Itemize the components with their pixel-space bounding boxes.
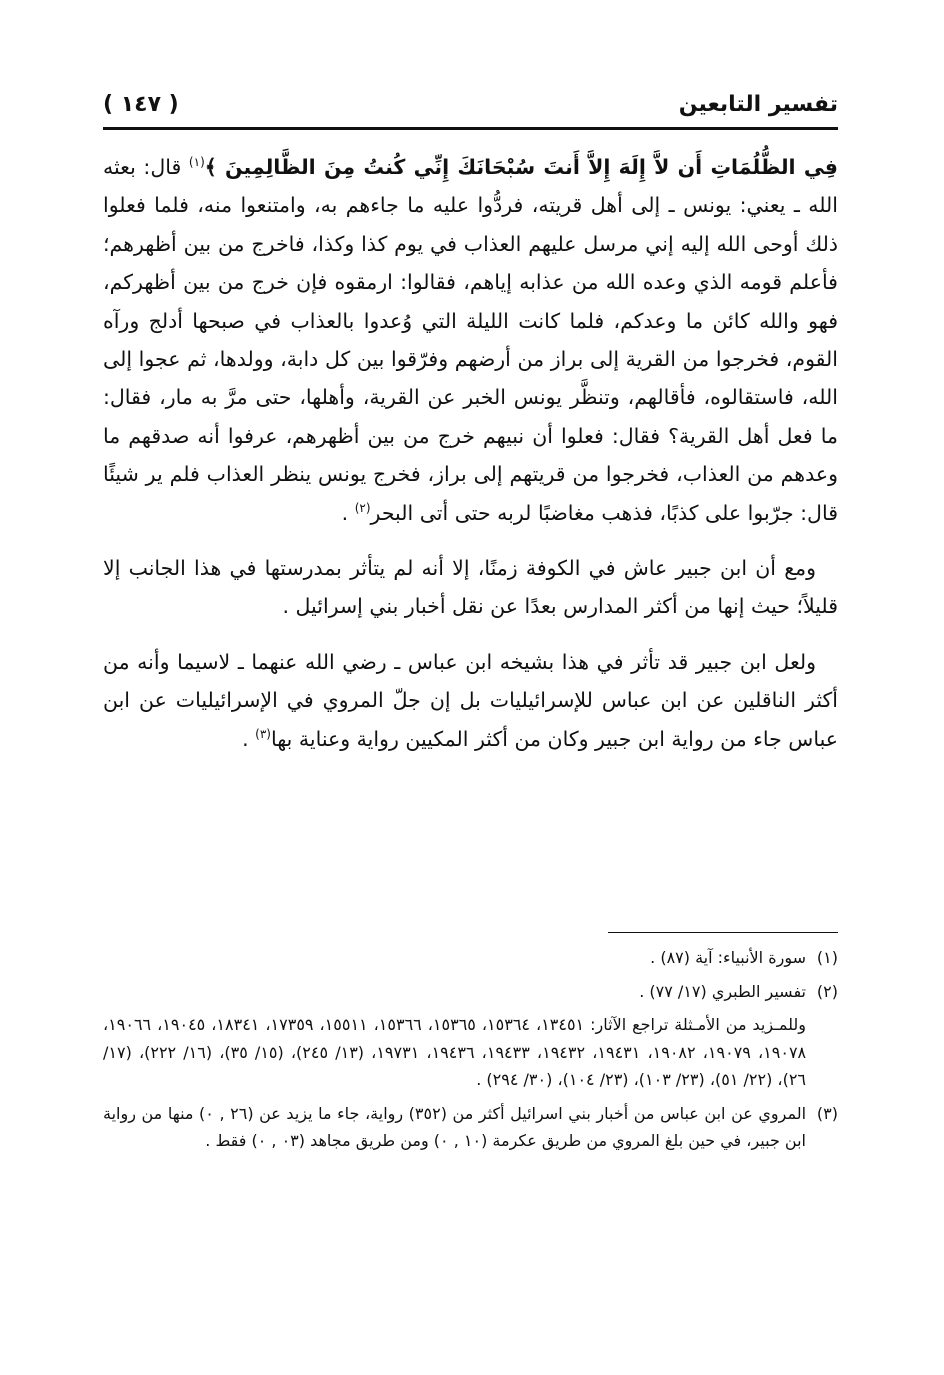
paragraph-1-text: قال: بعثه الله ـ يعني: يونس ـ إلى أهل قريته، فردُّوا عليه ما جاءهم به، وامتنعوا منه، فلما فعلوا ذلك أوحى الله إليه إني مرسل عليهم العذاب في يوم كذا وكذا، فاخرج من بين أظهرهم؛ فأعلم قومه الذي وعده الله من عذابه إياهم، فقالوا: ارمقوه فإن خرج من بين أظهركم، فهو والله كائن ما وعدكم، فلما كانت الليلة التي وُعدوا بالعذاب في صبحها أدلج ورآه القوم، فخرجوا من القرية إلى براز من أرضهم وفرّقوا بين كل دابة، وولدها، ثم عجوا إلى الله، فاستقالوه، فأقالهم، وتنظَّر يونس الخبر عن القرية، وأهلها، حتى مرَّ به مار، فقال: ما فعل أهل القرية؟ فقال: فعلوا أن نبيهم خرج من بين أظهرهم، عرفوا أنه صدقهم ما وعدهم من العذاب، فخرجوا من قريتهم إلى براز، فخرج يونس ينظر العذاب فلم ير شيئًا قال: جرّبوا على كذبًا، فذهب مغاضبًا لربه حتى أتى البحر <box>103 155 838 525</box>
footnote-text: تفسير الطبري (١٧/ ٧٧) . <box>639 981 806 1001</box>
paragraph-1 <box>103 148 838 532</box>
footnote-3 <box>103 1100 838 1155</box>
paragraph-1-end: . <box>341 500 355 525</box>
footnote-number: (١) <box>816 948 838 967</box>
main-text <box>103 148 838 758</box>
footnote-number: (٢) <box>816 981 838 1001</box>
footnote-ref-2[interactable]: (٢) <box>354 500 371 515</box>
footnote-1 <box>103 944 838 972</box>
paragraph-3-end: . <box>242 726 256 751</box>
footnote-number: (٣) <box>816 1103 838 1123</box>
footnote-separator <box>608 932 838 933</box>
header-title: تفسير التابعين <box>678 92 838 117</box>
paragraph-2: ومع أن ابن جبير عاش في الكوفة زمنًا، إلا أنه لم يتأثر بمدرستها في هذا الجانب إلا قليلاً؛ حيث إنها من أكثر المدارس بعدًا عن نقل أخبار بني إسرائيل . <box>103 556 838 619</box>
running-header <box>103 88 838 130</box>
footnote-ref-1[interactable]: (١) <box>188 155 205 170</box>
footnote-ref-3[interactable]: (٣) <box>255 726 271 741</box>
header-rule <box>103 127 838 130</box>
quran-verse: فِي الظُّلُمَاتِ أَن لاَّ إِلَهَ إِلاَّ أَنتَ سُبْحَانَكَ إِنِّي كُنتُ مِنَ الظَّالِمِينَ ﴾ <box>204 155 838 179</box>
paragraph-3-text: ولعل ابن جبير قد تأثر في هذا بشيخه ابن عباس ـ رضي الله عنهما ـ لاسيما وأنه من أكثر الناقلين عن ابن عباس للإسرائيليات بل إن جلّ المروي في الإسرائيليات عن ابن عباس جاء من رواية ابن جبير وكان من أكثر المكيين رواية وعناية بها <box>103 649 838 751</box>
page-number: ( ١٤٧ ) <box>103 92 179 117</box>
footnotes <box>103 944 838 1161</box>
footnote-2-extra: وللمـزيد من الأمـثلة تراجع الآثار: ١٣٤٥١، ١٥٣٦٤، ١٥٣٦٥، ١٥٣٦٦، ١٥٥١١، ١٧٣٥٩، ١٨٣٤١، ١٩٠٤٥، ١٩٠٦٦، ١٩٠٧٨، ١٩٠٧٩، ١٩٠٨٢، ١٩٤٣١، ١٩٤٣٢، ١٩٤٣٣، ١٩٤٣٦، ١٩٧٣١، (١٣/ ٢٤٥)، (١٥/ ٣٥)، (١٦/ ٢٢٢)، (١٧/ ٢٦)، (٢٢/ ٥١)، (٢٣/ ١٠٣)، (٢٣/ ١٠٤)، (٣٠/ ٢٩٤) . <box>103 1015 807 1089</box>
paragraph-3 <box>103 643 838 758</box>
footnote-text: سورة الأنبياء: آية (٨٧) . <box>650 948 806 967</box>
footnote-text: المروي عن ابن عباس من أخبار بني اسرائيل أكثر من (٣٥٢) رواية، جاء ما يزيد عن (٢٦ , ٠) منها من رواية ابن جبير، في حين بلغ المروي من طريق عكرمة (١٠ , ٠) ومن طريق مجاهد (٠٣ , ٠) فقط . <box>103 1103 807 1150</box>
footnote-2 <box>103 978 838 1006</box>
